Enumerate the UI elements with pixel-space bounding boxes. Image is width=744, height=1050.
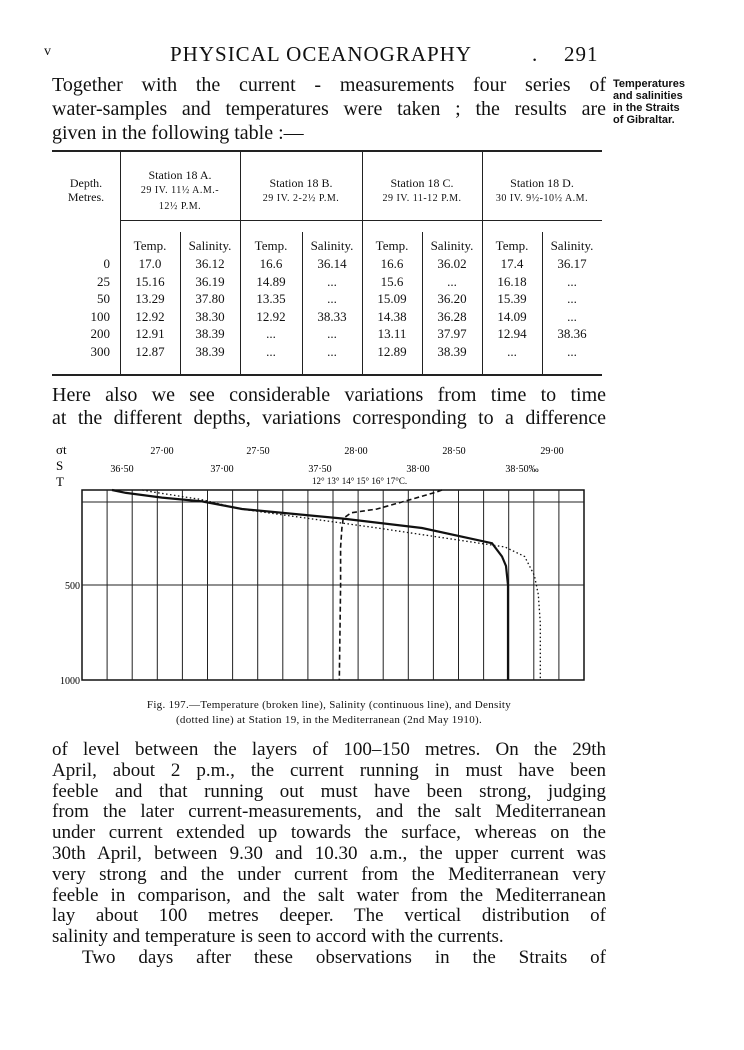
temp-header: Temp. (133, 238, 167, 253)
caption-line: Fig. 197.—Temperature (broken line), Salinity (continuous line), and Density (146, 699, 512, 711)
temperature-ticks: 12° 13° 14° 15° 16° 17°C. (312, 476, 408, 486)
body-line: from the later current-measurements, and the salt Mediterranean (52, 801, 606, 823)
body-line: salinity and temperature is seen to accord with the currents. (52, 926, 504, 948)
temp-header: Temp. (375, 238, 409, 253)
table-cell: 36.20 (437, 291, 467, 306)
margin-note-line: in the Straits (613, 102, 680, 114)
sigma-tick: 28·50 (442, 446, 466, 457)
depth-header-line: Metres. (67, 190, 105, 204)
station-time: 29 IV. 11-12 P.M. (382, 193, 462, 204)
depth-cell: 300 (90, 343, 110, 359)
body-line: under current extended up towards the surface, whereas on the (52, 822, 606, 844)
station-header (482, 176, 602, 206)
depth-header-line: Depth. (69, 176, 103, 190)
temp-header: Temp. (254, 238, 288, 253)
table-cell: 36.28 (437, 308, 467, 324)
axis-symbol: S (56, 458, 64, 473)
table-cell: ... (327, 273, 337, 289)
margin-note-line: of Gibraltar. (613, 114, 675, 126)
salinity-header: Salinity. (310, 238, 354, 253)
station-time: 30 IV. 9½-10½ A.M. (495, 193, 589, 204)
salinity-tick: 37·00 (210, 464, 234, 475)
table-cell: 15.39 (497, 291, 527, 306)
intro-line: Together with the current - measurements four series of (52, 74, 606, 96)
table-cell: 17.0 (138, 256, 162, 271)
table-cell: 14.89 (256, 273, 286, 289)
table-cell: 12.91 (135, 326, 165, 341)
table-cell: 38.39 (195, 343, 225, 359)
table-cell: 36.12 (195, 256, 225, 271)
sigma-tick: 28·00 (344, 446, 368, 457)
salinity-tick: 37·50 (308, 464, 332, 475)
table-cell: ... (567, 308, 577, 324)
axis-symbol: T (56, 474, 64, 489)
intro-line: water-samples and temperatures were taken ; the results are (52, 98, 606, 120)
sigma-tick: 27·00 (150, 446, 174, 457)
page-number: 291 (564, 42, 599, 66)
sigma-tick: 27·50 (246, 446, 270, 457)
station-time: 12½ P.M. (158, 201, 202, 212)
depth-cell: 25 (97, 273, 110, 289)
body-line: Two days after these observations in the Straits of (82, 947, 606, 968)
salinity-header: Salinity. (188, 238, 232, 253)
table-cell: 38.30 (195, 308, 225, 324)
table-cell: 15.09 (377, 291, 407, 306)
table-cell: ... (327, 343, 337, 359)
table-cell: 16.18 (497, 273, 527, 289)
salinity-tick: 38·50‰ (505, 464, 539, 475)
caption-line: (dotted line) at Station 19, in the Mediterranean (2nd May 1910). (175, 714, 483, 726)
sigma-tick: 29·00 (540, 446, 564, 457)
table-cell: 12.94 (497, 326, 527, 341)
table-cell: 13.35 (256, 291, 286, 306)
table-cell: 38.39 (195, 326, 225, 341)
table-cell: 37.80 (195, 291, 225, 306)
mid-line: at the different depths, variations corresponding to a difference (52, 407, 606, 429)
table-cell: 14.09 (497, 308, 527, 324)
header-dot: . (532, 42, 539, 66)
depth-label: 1000 (60, 676, 80, 687)
running-head (44, 42, 604, 66)
station-time: 29 IV. 11½ A.M.- (140, 185, 220, 196)
table-cell: 36.14 (317, 256, 347, 271)
table-cell: 16.6 (380, 256, 404, 271)
body-line: lay about 100 metres deeper. The vertical distribution of (52, 905, 606, 927)
margin-note-line: and salinities (613, 90, 683, 102)
table-cell: 36.02 (437, 256, 467, 271)
body-line: 30th April, between 9.30 and 10.30 a.m., the upper current was (52, 843, 606, 864)
table-cell: 37.97 (437, 326, 467, 341)
table-cell: 12.92 (256, 308, 286, 324)
volume-number: v (44, 44, 52, 59)
table-cell: ... (266, 326, 276, 341)
station-name: Station 18 C. (390, 176, 454, 190)
body-line: feeble in comparison, and the salt water from the Mediterranean (52, 884, 606, 906)
table-cell: 36.17 (557, 256, 587, 271)
table-cell: ... (327, 326, 337, 341)
body-line: feeble and that running out must have been strong, judging (52, 780, 606, 802)
data-table (52, 150, 602, 376)
table-rule (120, 220, 602, 221)
table-cell: 14.38 (377, 308, 407, 324)
table-cell: ... (447, 273, 457, 289)
salinity-tick: 36·50 (110, 464, 134, 475)
table-cell: 16.6 (259, 256, 283, 271)
margin-note-line: Temperatures (613, 78, 685, 90)
table-cell: 17.4 (500, 256, 524, 271)
depth-header (52, 176, 120, 204)
depth-cell: 200 (90, 326, 110, 341)
margin-note (613, 78, 713, 126)
table-cell: ... (327, 291, 337, 306)
table-cell: 12.92 (135, 308, 165, 324)
table-cell: 38.39 (437, 343, 467, 359)
body-line: April, about 2 p.m., the current running in must have been (52, 759, 606, 781)
page-title: PHYSICAL OCEANOGRAPHY (170, 42, 472, 66)
depth-label: 500 (65, 581, 80, 592)
body-line: of level between the layers of 100–150 metres. On the 29th (52, 739, 606, 760)
depth-cell: 0 (103, 256, 110, 271)
table-cell: 15.16 (135, 273, 165, 289)
salinity-tick: 38·00 (406, 464, 430, 475)
table-cell: 36.19 (195, 273, 225, 289)
salinity-header: Salinity. (550, 238, 594, 253)
table-cell: 38.33 (317, 308, 347, 324)
axis-symbol: σt (56, 442, 67, 457)
table-cell: 38.36 (557, 326, 587, 341)
table-cell: ... (266, 343, 276, 359)
table-cell: 13.29 (135, 291, 165, 306)
figure-caption (52, 698, 606, 728)
table-cell: ... (507, 343, 517, 359)
salinity-header: Salinity. (430, 238, 474, 253)
station-name: Station 18 D. (510, 176, 574, 190)
station-time: 29 IV. 2-2½ P.M. (262, 193, 340, 204)
table-cell: ... (567, 273, 577, 289)
table-cell: 13.11 (377, 326, 407, 341)
depth-cell: 100 (90, 308, 110, 324)
station-header (240, 176, 362, 206)
table-cell: 12.89 (377, 343, 407, 359)
station-name: Station 18 B. (269, 176, 333, 190)
body-line: very strong and the under current from the Mediterranean very (52, 863, 606, 885)
mid-line: Here also we see considerable variations from time to time (52, 384, 606, 406)
table-cell: ... (567, 343, 577, 359)
table-cell: 15.6 (380, 273, 404, 289)
temp-header: Temp. (495, 238, 529, 253)
table-cell: ... (567, 291, 577, 306)
profile-chart (44, 440, 604, 692)
intro-line: given in the following table :— (52, 122, 304, 144)
table-cell: 12.87 (135, 343, 165, 359)
station-name: Station 18 A. (148, 168, 212, 182)
station-header (120, 168, 240, 214)
station-header (362, 176, 482, 206)
depth-cell: 50 (97, 291, 110, 306)
